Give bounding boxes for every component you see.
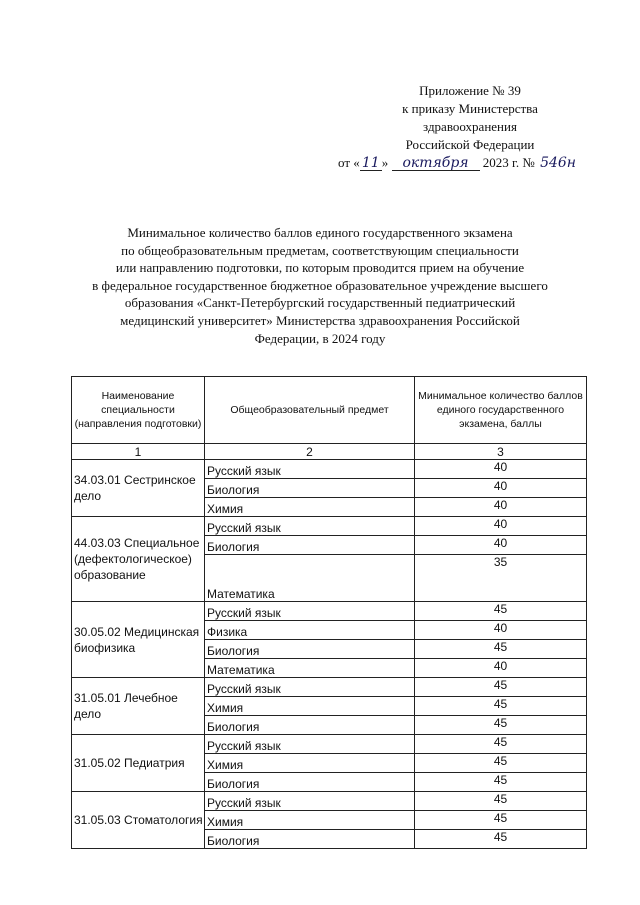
score-cell: 45: [415, 792, 587, 811]
order-day: 11: [360, 156, 382, 171]
table-row: [72, 517, 587, 536]
score-cell: 45: [415, 697, 587, 716]
subject-cell: Русский язык: [205, 735, 415, 754]
score-cell: 45: [415, 773, 587, 792]
annex-order-ref: к приказу Министерства: [402, 101, 538, 116]
column-number: 3: [415, 444, 587, 460]
score-cell: 45: [415, 754, 587, 773]
table-body: [72, 460, 587, 849]
subject-cell: Математика: [205, 555, 415, 602]
order-number: 546н: [540, 155, 577, 171]
annex-federation: Российской Федерации: [405, 137, 535, 152]
specialty-cell: 31.05.02 Педиатрия: [72, 735, 205, 792]
subject-cell: Химия: [205, 498, 415, 517]
score-cell: 45: [415, 602, 587, 621]
score-cell: 45: [415, 640, 587, 659]
subject-cell: Русский язык: [205, 602, 415, 621]
score-cell: 40: [415, 460, 587, 479]
score-cell: 40: [415, 498, 587, 517]
table-row: [72, 678, 587, 697]
order-mid: »: [381, 155, 389, 170]
score-cell: 45: [415, 716, 587, 735]
specialty-cell: 44.03.03 Специальное (дефектологическое) образование: [72, 517, 205, 602]
score-cell: 40: [415, 517, 587, 536]
score-cell: 45: [415, 735, 587, 754]
subject-cell: Химия: [205, 754, 415, 773]
subject-cell: Русский язык: [205, 792, 415, 811]
subject-cell: Физика: [205, 621, 415, 640]
table-row: [72, 735, 587, 754]
specialty-cell: 30.05.02 Медицинская биофизика: [72, 602, 205, 678]
table-row: [72, 602, 587, 621]
annex-number: Приложение № 39: [419, 83, 521, 98]
specialty-cell: 34.03.01 Сестринское дело: [72, 460, 205, 517]
score-cell: 45: [415, 678, 587, 697]
score-cell: 45: [415, 811, 587, 830]
column-number: 1: [72, 444, 205, 460]
subject-cell: Биология: [205, 640, 415, 659]
order-year: 2023 г. №: [482, 155, 535, 170]
annex-header: [330, 82, 610, 154]
title-line: образования «Санкт-Петербургский государственный педиатрический: [124, 295, 516, 311]
score-cell: 35: [415, 555, 587, 602]
header-min-score: Минимальное количество баллов единого государственного экзамена, баллы: [415, 377, 587, 444]
title-line: или направлению подготовки, по которым проводится прием на обучение: [115, 260, 525, 276]
specialty-cell: 31.05.03 Стоматология: [72, 792, 205, 849]
table-row: [72, 792, 587, 811]
title-line: медицинский университет» Министерства здравоохранения Российской: [120, 312, 520, 328]
document-title: [60, 224, 580, 347]
order-month: октября: [392, 156, 480, 171]
order-date-line: [338, 155, 578, 171]
title-line: в федеральное государственное бюджетное образовательное учреждение высшего: [92, 277, 548, 293]
column-number: 2: [205, 444, 415, 460]
header-subject: Общеобразовательный предмет: [205, 377, 415, 444]
subject-cell: Русский язык: [205, 460, 415, 479]
order-prefix: от «: [338, 155, 360, 170]
subject-cell: Химия: [205, 697, 415, 716]
subject-cell: Биология: [205, 479, 415, 498]
scores-table: [71, 376, 587, 849]
subject-cell: Химия: [205, 811, 415, 830]
subject-cell: Биология: [205, 830, 415, 849]
subject-cell: Русский язык: [205, 517, 415, 536]
score-cell: 40: [415, 621, 587, 640]
subject-cell: Биология: [205, 716, 415, 735]
score-cell: 45: [415, 830, 587, 849]
score-cell: 40: [415, 536, 587, 555]
table-row: [72, 460, 587, 479]
score-cell: 40: [415, 479, 587, 498]
score-cell: 40: [415, 659, 587, 678]
header-specialty: Наименование специальности (направления подготовки): [72, 377, 205, 444]
subject-cell: Математика: [205, 659, 415, 678]
specialty-cell: 31.05.01 Лечебное дело: [72, 678, 205, 735]
title-line: Федерации, в 2024 году: [254, 330, 386, 346]
subject-cell: Биология: [205, 536, 415, 555]
title-line: по общеобразовательным предметам, соответствующим специальности: [121, 242, 519, 258]
subject-cell: Русский язык: [205, 678, 415, 697]
subject-cell: Биология: [205, 773, 415, 792]
title-line: Минимальное количество баллов единого государственного экзамена: [127, 225, 513, 240]
annex-ministry: здравоохранения: [423, 119, 517, 134]
